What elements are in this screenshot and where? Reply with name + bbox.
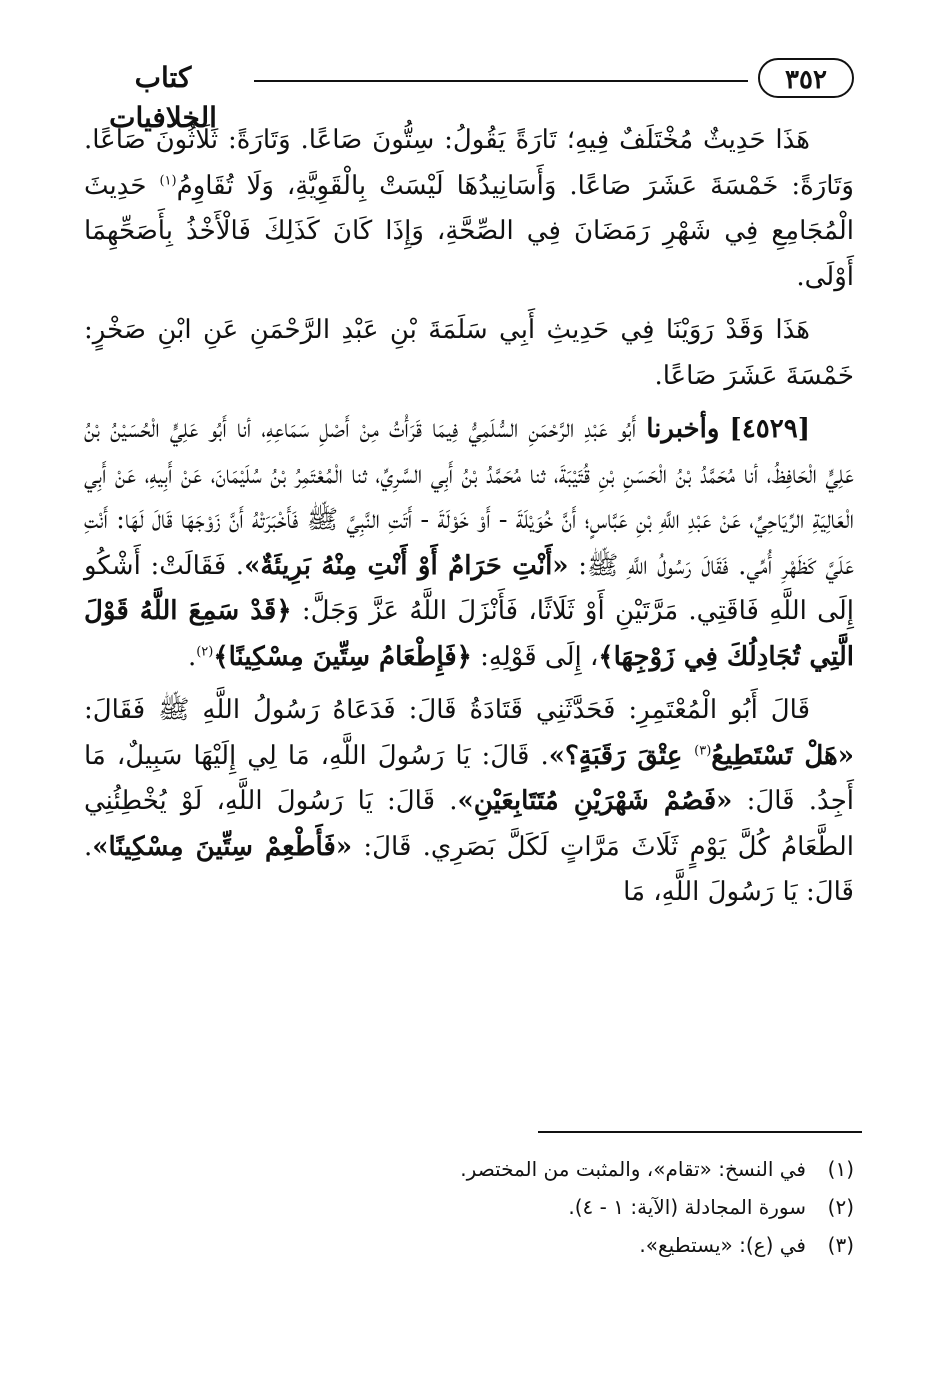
footnote-text: سورة المجادلة (الآية: ١ - ٤). [568,1195,806,1219]
book-title: كتاب الخلافيات [109,61,217,134]
hadith-number: [٤٥٢٩] [729,414,810,444]
footnote-item [84,1226,854,1264]
footnotes [84,1150,854,1264]
footnote-rule [538,1131,862,1133]
paragraph-2: هَذَا وَقَدْ رَوَيْنَا فِي حَدِيثِ أَبِي سَلَمَةَ بْنِ عَبْدِ الرَّحْمَنِ عَنِ ابْنِ صَخْرٍ: خَمْسَةَ عَشَرَ صَاعًا. [84,315,854,391]
paragraph-1: هَذَا حَدِيثٌ مُخْتَلَفٌ فِيهِ؛ تَارَةً يَقُولُ: سِتُّونَ صَاعًا. وَتَارَةً: ثَلَاثُونَ صَاعًا. وَتَارَةً: خَمْسَةَ عَشَرَ صَاعًا. وَأَسَانِيدُهَا لَيْسَتْ بِالْقَوِيَّةِ، وَلَا تُقَاوِمُ$^{(١)}$ حَدِيثَ الْمُجَامِعِ فِي شَهْرِ رَمَضَانَ فِي الصِّحَّةِ، وَإِذَا كَانَ كَذَلِكَ فَالْأَخْذُ بِأَصَحِّهِمَا أَوْلَى. [84,125,854,292]
header-rule [254,80,748,82]
footnote-text: في (ع): «يستطيع». [639,1233,806,1257]
prophet-quote: «أَنْتِ حَرَامٌ أَوْ أَنْتِ مِنْهُ بَرِيئَةٌ» [244,550,569,581]
main-text [84,118,854,916]
footnote-item [84,1150,854,1188]
footnote-item [84,1188,854,1226]
footnote-text: في النسخ: «تقام»، والمثبت من المختصر. [460,1157,806,1181]
footnote-number: (١) [827,1157,854,1181]
quran-verse-1: ﴿قَدْ سَمِعَ اللَّهُ قَوْلَ الَّتِي تُجَادِلُكَ فِي زَوْجِهَا﴾ [84,596,854,672]
footnote-ref-1: (١) [159,172,177,188]
hadith-paragraph: [٤٥٢٩] وأخبرنا أَبُو عَبْدِ الرَّحْمَنِ السُّلَمِيُّ فِيمَا قَرَأْتُ مِنْ أَصْلِ سَمَاعِهِ، أنا أَبُو عَلِيٍّ الْحُسَيْنُ بْنُ عَلِيٍّ الْحَافِظُ، أنا مُحَمَّدُ بْنُ الْحَسَنِ بْنِ قُتَيْبَةَ، ثنا مُحَمَّدُ بْنُ أَبِي السَّرِيِّ، ثنا الْمُعْتَمِرُ بْنُ سُلَيْمَانَ، عَنْ أَبِيهِ، عَنْ أَبِي الْعَالِيَةِ الرِّيَاحِيِّ، عَنْ عَبْدِ اللَّهِ بْنِ عَبَّاسٍ؛ أَنَّ خُوَيْلَةَ - أَوْ خَوْلَةَ - أَتَتِ النَّبِيَّ ﷺ فَأَخْبَرَتْهُ أَنَّ زَوْجَهَا قَالَ لَهَا: أَنْتِ عَلَيَّ كَظَهْرِ أُمِّي. فَقَالَ رَسُولُ اللَّهِ ﷺ: «أَنْتِ حَرَامٌ أَوْ أَنْتِ مِنْهُ بَرِيئَةٌ». فَقَالَتْ: أَشْكُو إِلَى اللَّهِ فَاقَتِي. مَرَّتَيْنِ أَوْ ثَلَاثًا، فَأَنْزَلَ اللَّهُ عَزَّ وَجَلَّ: ﴿قَدْ سَمِعَ اللَّهُ قَوْلَ الَّتِي تُجَادِلُكَ فِي زَوْجِهَا﴾، إِلَى قَوْلِهِ: ﴿فَإِطْعَامُ سِتِّينَ مِسْكِينًا﴾$^{(٢)}$. [84,414,855,672]
footnote-number: (٢) [827,1195,854,1219]
footnote-ref-2: (٢) [196,643,214,659]
paragraph-4: قَالَ أَبُو الْمُعْتَمِرِ: فَحَدَّثَنِي قَتَادَةُ قَالَ: فَدَعَاهُ رَسُولُ اللَّهِ ﷺ فَقَالَ: «هَلْ تَسْتَطِيعُ$^{(٣)}$ عِتْقَ رَقَبَةٍ؟». قَالَ: يَا رَسُولَ اللَّهِ، مَا لِي إِلَيْهَا سَبِيلٌ، مَا أَجِدُ. قَالَ: «فَصُمْ شَهْرَيْنِ مُتَتَابِعَيْنِ». قَالَ: يَا رَسُولَ اللَّهِ، لَوْ يُخْطِئُنِي الطَّعَامُ كُلَّ يَوْمٍ ثَلَاثَ مَرَّاتٍ لَكَلَّ بَصَرِي. قَالَ: «فَأَطْعِمْ سِتِّينَ مِسْكِينًا». قَالَ: يَا رَسُولَ اللَّهِ، مَا [84,695,855,907]
quran-verse-2: ﴿فَإِطْعَامُ سِتِّينَ مِسْكِينًا﴾ [213,641,472,672]
page-header [84,54,854,134]
footnote-ref-3: (٣) [694,742,712,758]
prophet-quote-3: «فَصُمْ شَهْرَيْنِ مُتَتَابِعَيْنِ» [457,786,733,816]
footnote-number: (٣) [827,1233,854,1257]
akhbarana-word: وأخبرنا [646,414,720,444]
page-number: ٣٥٢ [758,58,854,98]
prophet-quote-4: «فَأَطْعِمْ سِتِّينَ مِسْكِينًا» [92,831,353,862]
prophet-quote-2: «هَلْ تَسْتَطِيعُ [711,740,854,771]
